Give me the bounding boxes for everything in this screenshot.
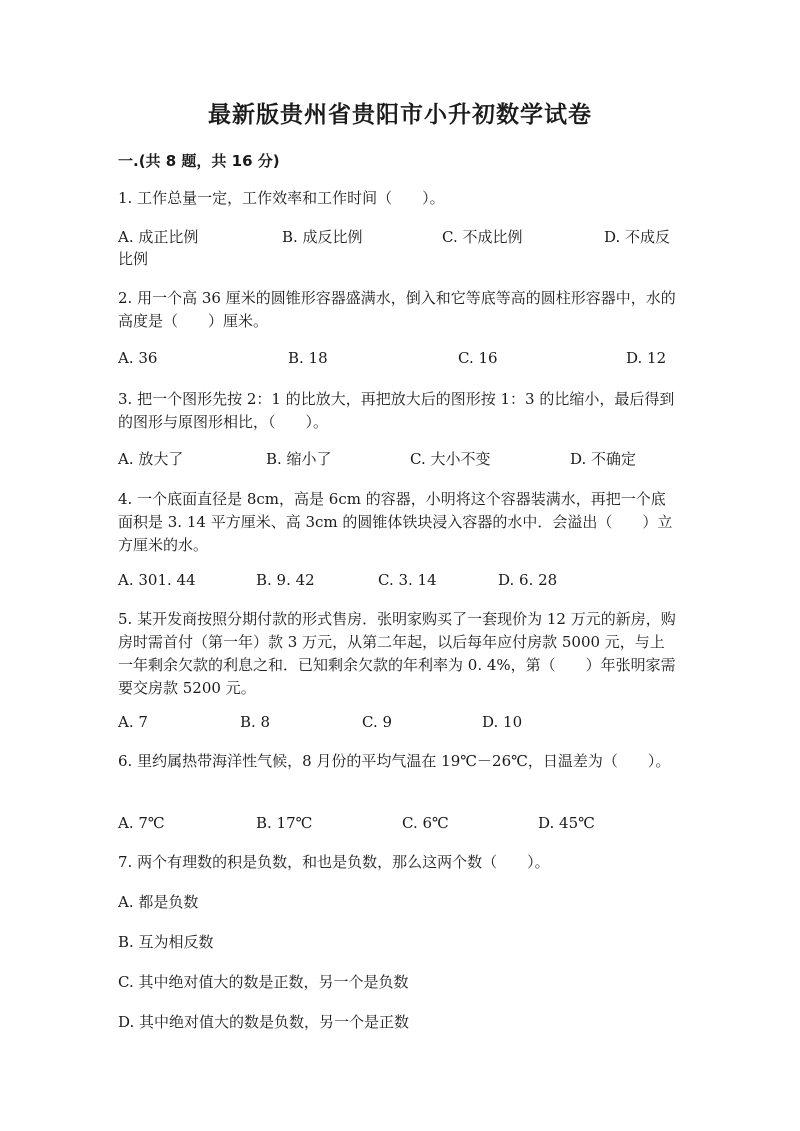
question-6-stem: 6. 里约属热带海洋性气候，8 月份的平均气温在 19℃－26℃，日温差为（ ）。 [118,752,671,770]
question-2-stem: 2. 用一个高 36 厘米的圆锥形容器盛满水，倒入和它等底等高的圆柱形容器中，水的高度是（ ）厘米。 [118,289,676,330]
question-5-stem: 5. 某开发商按照分期付款的形式售房．张明家购买了一套现价为 12 万元的新房，购房时需首付（第一年）款 3 万元，从第二年起，以后每年应付房款 5000 元，与上一年剩余欠款的利息之和．已知剩余欠款的年利率为 0. 4%，第（ ）年张明家需要交房款 5200 元。 [118,610,676,697]
option-d: D. 不确定 [570,450,637,468]
option-b: B. 17℃ [256,814,313,832]
question-7-stem: 7. 两个有理数的积是负数，和也是负数，那么这两个数（ ）。 [118,853,550,871]
option-d: D. 10 [482,713,523,731]
option-b: B. 成反比例 [282,228,363,246]
question-2-options [118,347,678,370]
option-d: D. 不成反 [604,228,671,246]
option-a: A. 36 [118,349,158,367]
option-b: B. 18 [288,349,328,367]
question-6-options [118,812,678,835]
option-d: D. 其中绝对值大的数是负数，另一个是正数 [118,1013,410,1031]
option-d: D. 6. 28 [498,571,558,589]
option-a: A. 7 [118,713,148,731]
question-4-stem: 4. 一个底面直径是 8cm，高是 6cm 的容器，小明将这个容器装满水，再把一个底面积是 3. 14 平方厘米、高 3cm 的圆锥体铁块浸入容器的水中．会溢出（ ）立方厘米的水。 [118,490,673,554]
option-c: C. 其中绝对值大的数是正数，另一个是负数 [118,973,409,991]
option-a: A. 放大了 [118,450,184,468]
question-3-options [118,448,678,471]
option-b: B. 缩小了 [266,450,332,468]
option-d: D. 45℃ [538,814,595,832]
option-a: A. 301. 44 [118,571,196,589]
option-b: B. 8 [240,713,271,731]
option-a: A. 都是负数 [118,893,199,911]
page-title: 最新版贵州省贵阳市小升初数学试卷 [208,102,592,128]
option-d: D. 12 [626,349,667,367]
option-c: C. 6℃ [402,814,449,832]
option-c: C. 3. 14 [378,571,437,589]
question-1-stem: 1. 工作总量一定，工作效率和工作时间（ ）。 [118,189,445,207]
option-c: C. 16 [458,349,498,367]
option-b: B. 9. 42 [256,571,315,589]
option-d-continuation: 比例 [118,250,149,268]
option-c: C. 9 [362,713,393,731]
question-4-options [118,569,678,592]
option-a: A. 7℃ [118,814,165,832]
question-5-options [118,711,678,734]
option-b: B. 互为相反数 [118,933,214,951]
option-c: C. 不成比例 [442,228,523,246]
option-c: C. 大小不变 [410,450,491,468]
option-a: A. 成正比例 [118,228,199,246]
question-1-options [118,226,678,249]
question-3-stem: 3. 把一个图形先按 2：1 的比放大，再把放大后的图形按 1：3 的比缩小，最后得到的图形与原图形相比，（ ）。 [118,390,675,431]
section-heading: 一.(共 8 题，共 16 分) [118,152,280,170]
